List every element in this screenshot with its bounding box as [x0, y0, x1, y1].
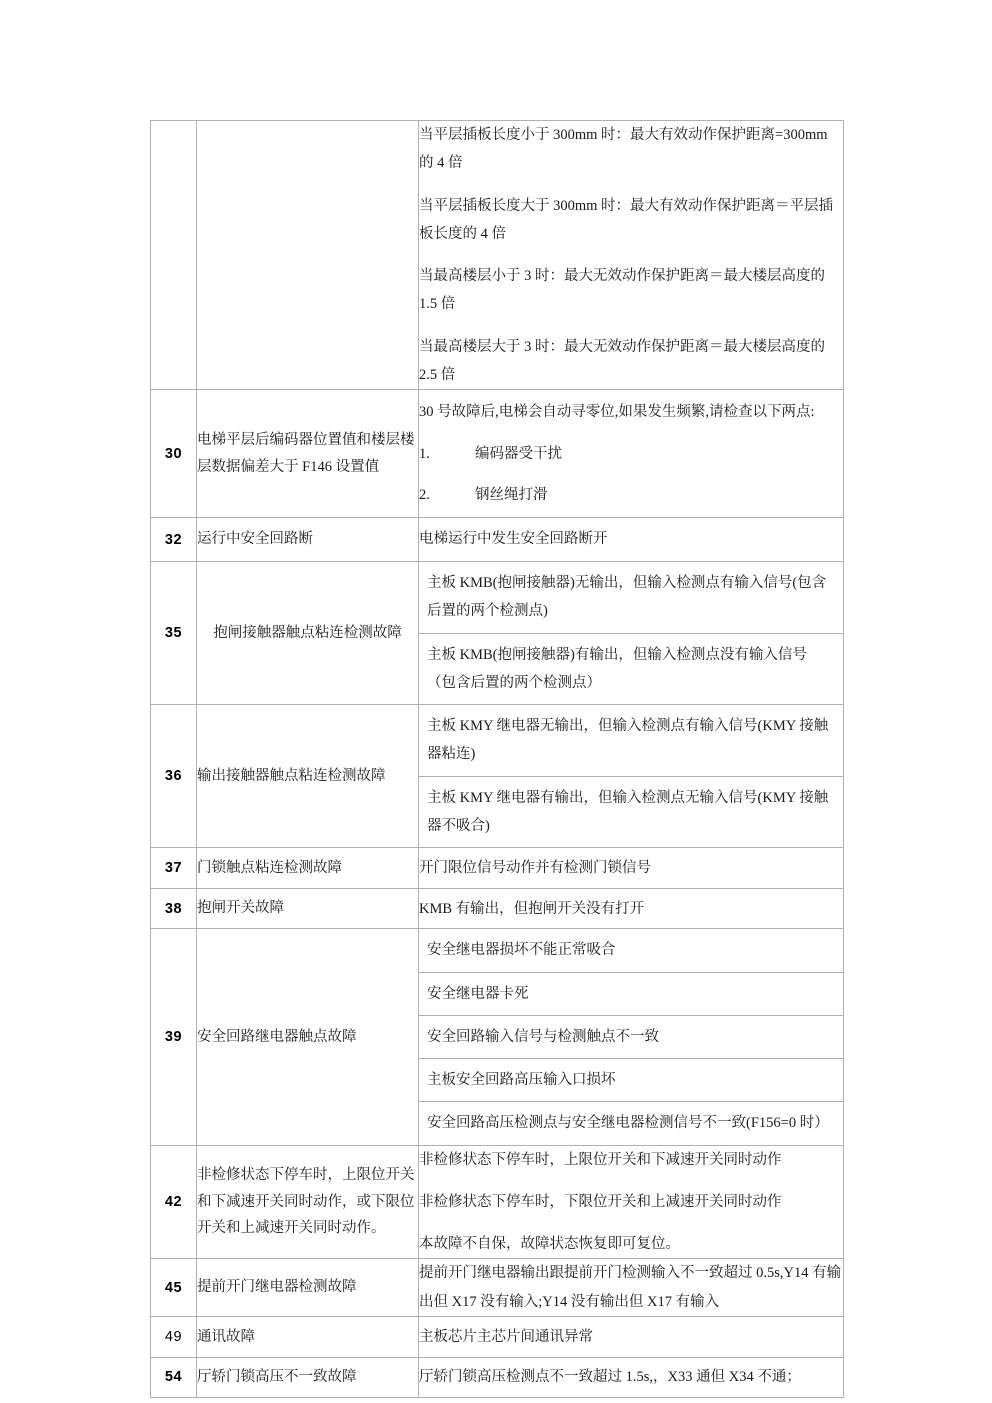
desc-paragraph: 本故障不自保，故障状态恢复即可复位。	[419, 1236, 680, 1253]
fault-desc-cell	[419, 705, 844, 848]
desc-intro: 30 号故障后,电梯会自动寻零位,如果发生频繁,请检查以下两点:	[419, 404, 815, 421]
desc-numbered-list	[419, 440, 843, 509]
table-row	[151, 929, 844, 1145]
desc-paragraph: 主板芯片主芯片间通讯异常	[419, 1328, 593, 1345]
fault-name-cell: 电梯平层后编码器位置值和楼层楼层数据偏差大于 F146 设置值	[197, 390, 419, 518]
fault-name-cell: 通讯故障	[197, 1316, 419, 1357]
fault-name-cell: 运行中安全回路断	[197, 518, 419, 562]
list-item-text: 钢丝绳打滑	[475, 486, 548, 503]
fault-desc-cell	[419, 1316, 844, 1357]
desc-paragraph: 非检修状态下停车时，上限位开关和下减速开关同时动作	[419, 1151, 782, 1168]
desc-paragraph: 非检修状态下停车时，下限位开关和上减速开关同时动作	[419, 1193, 782, 1210]
fault-name-cell: 门锁触点粘连检测故障	[197, 848, 419, 889]
desc-subrow-table	[419, 562, 843, 704]
desc-paragraph: 提前开门继电器输出跟提前开门检测输入不一致超过 0.5s,Y14 有输出但 X17 没有输入;Y14 没有输出但 X17 有输入	[419, 1265, 842, 1310]
fault-name-cell: 抱闸接触器触点粘连检测故障	[197, 562, 419, 705]
desc-paragraph: 当最高楼层小于 3 时：最大无效动作保护距离＝最大楼层高度的 1.5 倍	[419, 268, 825, 313]
desc-subrow	[419, 929, 843, 972]
fault-code-cell: 38	[151, 889, 197, 929]
desc-paragraph: 厅轿门锁高压检测点不一致超过 1.5s,，X33 通但 X34 不通；	[419, 1369, 801, 1386]
table-row	[151, 562, 844, 705]
list-item-text: 编码器受干扰	[475, 446, 562, 463]
desc-subrow	[419, 1059, 843, 1102]
desc-paragraph: 当平层插板长度大于 300mm 时：最大有效动作保护距离＝平层插板长度的 4 倍	[419, 197, 834, 242]
desc-paragraph: 开门限位信号动作并有检测门锁信号	[419, 860, 651, 877]
desc-subrow-text: 主板 KMB(抱闸接触器)无输出，但输入检测点有输入信号(包含后置的两个检测点)	[419, 562, 843, 633]
desc-subrow-text: 安全回路输入信号与检测触点不一致	[419, 1015, 843, 1058]
desc-subrow-text: 安全继电器卡死	[419, 972, 843, 1015]
list-item	[419, 481, 843, 509]
fault-name-cell: 安全回路继电器触点故障	[197, 929, 419, 1145]
fault-code-cell: 54	[151, 1357, 197, 1397]
fault-desc-cell	[419, 390, 844, 518]
desc-subrow-text: 主板 KMB(抱闸接触器)有输出，但输入检测点没有输入信号（包含后置的两个检测点）	[419, 633, 843, 704]
desc-subrow	[419, 633, 843, 704]
table-row	[151, 1316, 844, 1357]
list-item-number: 2.	[419, 486, 430, 503]
fault-name-cell: 输出接触器触点粘连检测故障	[197, 705, 419, 848]
fault-name-cell: 抱闸开关故障	[197, 889, 419, 929]
fault-code-cell: 49	[151, 1316, 197, 1357]
table-row	[151, 889, 844, 929]
table-row	[151, 1259, 844, 1317]
fault-desc-cell	[419, 848, 844, 889]
fault-code-cell: 35	[151, 562, 197, 705]
fault-desc-cell	[419, 1145, 844, 1259]
table-row	[151, 390, 844, 518]
fault-code-cell	[151, 121, 197, 390]
desc-paragraph: KMB 有输出，但抱闸开关没有打开	[419, 900, 645, 917]
fault-desc-cell	[419, 1357, 844, 1397]
fault-name-cell: 非检修状态下停车时，上限位开关和下减速开关同时动作，或下限位开关和上减速开关同时动作。	[197, 1145, 419, 1259]
desc-subrow	[419, 972, 843, 1015]
list-item	[419, 440, 843, 468]
fault-name-cell: 厅轿门锁高压不一致故障	[197, 1357, 419, 1397]
desc-subrow-table	[419, 929, 843, 1144]
table-row	[151, 705, 844, 848]
desc-paragraph: 当平层插板长度小于 300mm 时：最大有效动作保护距离=300mm 的 4 倍	[419, 127, 828, 172]
desc-subrow-text: 主板 KMY 继电器无输出，但输入检测点有输入信号(KMY 接触器粘连)	[419, 705, 843, 776]
fault-code-cell: 37	[151, 848, 197, 889]
desc-subrow	[419, 1102, 843, 1145]
fault-code-cell: 30	[151, 390, 197, 518]
fault-code-cell: 36	[151, 705, 197, 848]
fault-desc-cell	[419, 562, 844, 705]
list-item-number: 1.	[419, 446, 430, 463]
desc-subrow-table	[419, 705, 843, 847]
table-row	[151, 518, 844, 562]
table-row	[151, 121, 844, 390]
desc-subrow-text: 主板 KMY 继电器有输出，但输入检测点无输入信号(KMY 接触器不吸合)	[419, 776, 843, 847]
fault-desc-cell	[419, 1259, 844, 1317]
desc-subrow-text: 安全继电器损坏不能正常吸合	[419, 929, 843, 972]
table-row	[151, 1357, 844, 1397]
fault-code-table-wrapper	[150, 120, 843, 1398]
fault-code-cell: 39	[151, 929, 197, 1145]
desc-subrow-text: 主板安全回路高压输入口损坏	[419, 1059, 843, 1102]
fault-desc-cell	[419, 929, 844, 1145]
desc-subrow	[419, 705, 843, 776]
fault-code-cell: 32	[151, 518, 197, 562]
desc-subrow	[419, 1015, 843, 1058]
table-row	[151, 1145, 844, 1259]
fault-code-cell: 42	[151, 1145, 197, 1259]
fault-desc-cell	[419, 518, 844, 562]
desc-subrow-text: 安全回路高压检测点与安全继电器检测信号不一致(F156=0 时）	[419, 1102, 843, 1145]
fault-name-cell: 提前开门继电器检测故障	[197, 1259, 419, 1317]
desc-paragraph: 电梯运行中发生安全回路断开	[419, 531, 608, 548]
desc-paragraph: 当最高楼层大于 3 时：最大无效动作保护距离＝最大楼层高度的 2.5 倍	[419, 338, 825, 383]
desc-subrow	[419, 562, 843, 633]
fault-name-cell	[197, 121, 419, 390]
fault-code-cell: 45	[151, 1259, 197, 1317]
fault-desc-cell	[419, 121, 844, 390]
fault-code-table	[150, 120, 844, 1398]
desc-subrow	[419, 776, 843, 847]
table-row	[151, 848, 844, 889]
fault-desc-cell	[419, 889, 844, 929]
